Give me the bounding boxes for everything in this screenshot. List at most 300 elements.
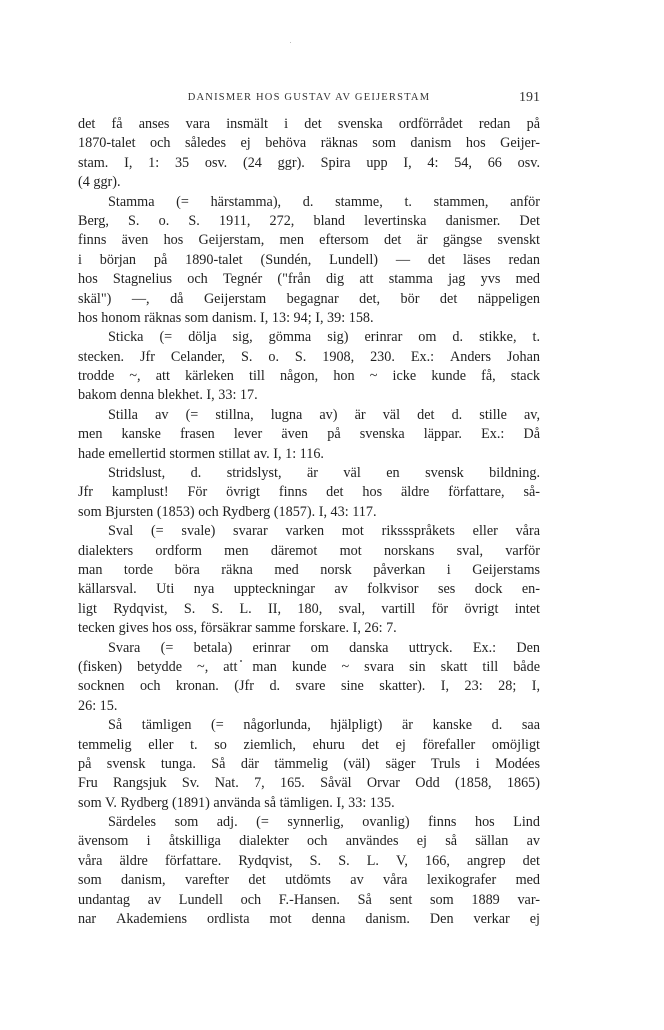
word: denna xyxy=(311,911,346,928)
text-line xyxy=(78,658,540,677)
word: S. xyxy=(183,600,196,617)
word: förefaller xyxy=(422,736,476,753)
word: betala) xyxy=(193,639,233,656)
word: Anders xyxy=(449,348,491,365)
word: mot xyxy=(339,542,362,559)
word: danism. xyxy=(365,911,410,928)
word: nya xyxy=(193,581,215,598)
word: sent xyxy=(389,891,413,908)
word: i xyxy=(446,561,451,578)
word: utdömts xyxy=(285,872,331,889)
word: och xyxy=(187,271,208,288)
word: II, xyxy=(268,600,282,617)
word: på xyxy=(78,755,92,772)
word: varför xyxy=(505,542,540,559)
word: erinrar xyxy=(364,329,403,346)
word: danska xyxy=(349,639,389,656)
word: norskans xyxy=(383,542,435,559)
word: stamme, xyxy=(335,193,383,210)
word: påverkan xyxy=(373,561,426,578)
word: bildning. xyxy=(489,465,540,482)
word: så xyxy=(445,833,458,850)
word: Den xyxy=(516,639,540,656)
word: det xyxy=(248,872,266,889)
word: Det xyxy=(519,212,540,229)
word: d. xyxy=(269,678,281,695)
word: temmelig xyxy=(78,736,132,753)
text-line xyxy=(78,600,540,619)
word: att xyxy=(155,368,170,385)
word: Johan xyxy=(506,348,540,365)
word: ävensom xyxy=(78,833,129,850)
word: insmält xyxy=(226,116,268,132)
word: stack xyxy=(510,368,540,385)
word: på xyxy=(153,251,168,268)
word: på xyxy=(526,116,540,132)
word: (24 xyxy=(242,154,262,171)
word: d. xyxy=(491,717,503,734)
word: Lundell xyxy=(178,891,223,908)
word: Geijerstam xyxy=(203,290,267,307)
word: (= xyxy=(185,406,199,423)
word: d. xyxy=(302,193,314,210)
text-line xyxy=(78,290,540,309)
word: Akademiens xyxy=(116,911,188,928)
word: eller xyxy=(148,736,174,753)
word: Lundell) xyxy=(329,251,379,268)
word: Stagnelius xyxy=(112,271,173,288)
text-line xyxy=(78,134,540,153)
word: dialekter xyxy=(239,833,289,850)
word: F.-Hansen. xyxy=(278,891,340,908)
word: S. xyxy=(309,852,322,869)
word: dialekters xyxy=(78,542,134,559)
word: varefter xyxy=(184,872,230,889)
word: d. xyxy=(451,406,463,423)
word: väl xyxy=(382,406,401,423)
word: författare, xyxy=(448,484,505,501)
word: är xyxy=(416,232,428,249)
word: ses xyxy=(437,581,456,598)
word: att xyxy=(359,271,374,288)
word: redan xyxy=(478,116,511,132)
stray-mark xyxy=(240,660,242,662)
word: danism, xyxy=(121,872,166,889)
text-line xyxy=(78,561,540,580)
word: varken xyxy=(285,523,325,540)
word: få, xyxy=(481,368,496,385)
text-line xyxy=(78,639,540,658)
word: räkna xyxy=(221,561,253,578)
text-line xyxy=(78,832,540,851)
word: som xyxy=(430,891,454,908)
text-line xyxy=(78,736,540,755)
word: undantag xyxy=(78,891,131,908)
word: Spira xyxy=(320,154,351,171)
word: 4: xyxy=(427,154,439,171)
word: och xyxy=(150,135,171,152)
word: svale) xyxy=(181,523,216,540)
text-line xyxy=(78,193,540,212)
page-number: 191 xyxy=(519,90,540,105)
word: Såväl xyxy=(320,775,352,792)
word: danismer. xyxy=(445,212,501,229)
word: L. xyxy=(239,600,252,617)
word: så- xyxy=(523,484,540,501)
word: för xyxy=(431,600,449,617)
word: V, xyxy=(396,852,408,869)
word: på xyxy=(327,426,341,443)
word: stecken. xyxy=(78,348,125,365)
word: och xyxy=(240,891,262,908)
word: (= xyxy=(211,717,224,734)
word: hjälpligt) xyxy=(330,717,383,734)
word: jag xyxy=(448,271,466,288)
word: räknas xyxy=(320,135,358,152)
word: 35 xyxy=(174,154,190,171)
word: verkar xyxy=(473,911,510,928)
word: bör xyxy=(400,290,420,307)
word: Nat. xyxy=(214,775,239,792)
word: t. xyxy=(190,736,198,753)
text-line xyxy=(78,677,540,696)
word: däremot xyxy=(270,542,318,559)
word: svenska xyxy=(359,426,405,443)
word: stam. xyxy=(78,154,109,171)
word: stammen, xyxy=(433,193,489,210)
word: ggr). xyxy=(277,154,305,171)
word: För xyxy=(187,484,208,501)
word: äldre xyxy=(119,852,148,869)
word: synnerlig, xyxy=(287,814,344,831)
word: man xyxy=(78,561,103,578)
word: S. xyxy=(188,212,200,229)
word: i xyxy=(475,755,480,772)
text-line: hos honom räknas som danism. I, 13: 94; I, 39: 158. xyxy=(78,309,374,326)
word: ovanlig) xyxy=(362,814,410,831)
word: Sval xyxy=(108,523,134,540)
word: 54, xyxy=(454,154,472,171)
word: betydde xyxy=(137,658,183,675)
word: danism xyxy=(410,135,452,152)
word: hos xyxy=(362,484,383,501)
word: ziemlich, xyxy=(243,736,296,753)
word: Fru xyxy=(78,775,98,792)
word: det xyxy=(384,232,402,249)
word: det xyxy=(439,290,458,307)
word: t. xyxy=(532,329,540,346)
word: socknen xyxy=(78,678,125,695)
word: svenska xyxy=(337,116,383,132)
word: S. xyxy=(338,852,350,869)
word: Modées xyxy=(495,755,540,772)
word: ("från xyxy=(277,271,311,288)
word: finns xyxy=(78,232,107,249)
word: lexikografer xyxy=(426,872,497,889)
text-line xyxy=(78,425,540,444)
word: Jfr xyxy=(140,348,155,365)
word: stille xyxy=(479,406,507,423)
word: skatt xyxy=(440,658,468,675)
text-line xyxy=(78,522,540,541)
text-line: som V. Rydberg (1891) använda så tämligen. I, 33: 135. xyxy=(78,794,395,811)
word: Tegnér xyxy=(222,271,263,288)
running-title: DANISMER HOS GUSTAV AV GEIJERSTAM xyxy=(187,92,431,103)
word: i xyxy=(146,833,151,850)
text-line xyxy=(78,212,540,231)
word: (= xyxy=(159,329,173,346)
word: 180, xyxy=(297,600,323,617)
word: författare. xyxy=(164,852,222,869)
word: åtskilliga xyxy=(168,833,221,850)
word: rikssspråkets xyxy=(381,523,455,540)
word: sällan xyxy=(475,833,509,850)
word: folkvisor xyxy=(367,581,419,598)
word: av xyxy=(147,891,162,908)
text-line xyxy=(78,406,540,425)
word: sig, xyxy=(232,329,253,346)
word: eller xyxy=(472,523,498,540)
word: det xyxy=(522,852,540,869)
word: finns xyxy=(428,814,457,831)
word: Sv. xyxy=(181,775,200,792)
word: 28; xyxy=(498,678,517,695)
word: stikke, xyxy=(479,329,517,346)
scan-speck xyxy=(290,42,291,43)
word: levertinska xyxy=(364,212,427,229)
text-line xyxy=(78,270,540,289)
word: kärleken xyxy=(185,368,234,385)
word: 272, xyxy=(269,212,295,229)
word: våra xyxy=(78,852,103,869)
page-header xyxy=(78,90,540,110)
text-line xyxy=(78,852,540,871)
word: (Jfr xyxy=(234,678,254,695)
word: Stilla xyxy=(108,406,138,423)
word: kronan. xyxy=(175,678,219,695)
word: S. xyxy=(128,212,140,229)
word: — xyxy=(395,251,411,268)
word: hos xyxy=(465,135,486,152)
word: tunga. xyxy=(160,755,196,772)
word: läses xyxy=(463,251,491,268)
text-line xyxy=(78,716,540,735)
word: Rydqvist, xyxy=(238,852,293,869)
word: 230. xyxy=(370,348,395,365)
word: både xyxy=(513,658,540,675)
word: o. xyxy=(158,212,170,229)
word: säger xyxy=(385,755,416,772)
word: är xyxy=(354,406,366,423)
word: våra xyxy=(383,872,408,889)
word: någon, xyxy=(279,368,319,385)
word: ordförrådet xyxy=(398,116,463,132)
word: svare xyxy=(295,678,326,695)
text-line xyxy=(78,328,540,347)
word: anses xyxy=(138,116,170,132)
word: det xyxy=(304,116,322,132)
word: men xyxy=(279,232,304,249)
word: (= xyxy=(176,193,189,210)
text-line xyxy=(78,774,540,793)
text-line xyxy=(78,755,540,774)
word: vartill xyxy=(381,600,416,617)
word: S. xyxy=(241,348,253,365)
word: intet xyxy=(514,600,540,617)
text-line xyxy=(78,483,540,502)
word: omöjligt xyxy=(491,736,540,753)
word: härstamma), xyxy=(210,193,282,210)
word: till xyxy=(249,368,265,385)
text-line: tecken gives hos oss, försäkrar samme forskare. I, 26: 7. xyxy=(78,620,397,637)
word: ~, xyxy=(129,368,141,385)
word: om xyxy=(310,639,329,656)
word: men xyxy=(78,426,103,443)
word: Rydqvist, xyxy=(113,600,168,617)
word: svensk xyxy=(425,465,464,482)
word: stridslyst, xyxy=(226,465,282,482)
text-line: bakom denna blekhet. I, 33: 17. xyxy=(78,387,258,404)
word: hon xyxy=(333,368,355,385)
text-line xyxy=(78,154,540,173)
text-line xyxy=(78,251,540,270)
word: saa xyxy=(521,717,540,734)
word: Stamma xyxy=(108,193,155,210)
word: ej xyxy=(416,833,427,850)
word: yvs xyxy=(480,271,501,288)
word: nar xyxy=(78,911,97,928)
word: lever xyxy=(233,426,263,443)
word: mot xyxy=(341,523,364,540)
word: ej xyxy=(529,911,540,928)
word: det xyxy=(417,406,435,423)
word: d. xyxy=(452,329,464,346)
word: Odd xyxy=(415,775,440,792)
text-line xyxy=(78,813,540,832)
word: och xyxy=(139,678,161,695)
word: kunde xyxy=(291,658,327,675)
word: ~, xyxy=(197,658,209,675)
word: anför xyxy=(510,193,540,210)
word: stillna, xyxy=(215,406,254,423)
word: av xyxy=(350,872,364,889)
body-text xyxy=(78,115,540,929)
word: 66 xyxy=(487,154,502,171)
word: sval, xyxy=(456,542,484,559)
word: erinrar xyxy=(252,639,291,656)
word: dig xyxy=(325,271,345,288)
word: även xyxy=(281,426,309,443)
word: sval, xyxy=(338,600,365,617)
word: Geijerstam, xyxy=(198,232,265,249)
word: således xyxy=(185,135,226,152)
word: tämligen xyxy=(141,717,192,734)
word: t. xyxy=(404,193,412,210)
word: L. xyxy=(366,852,379,869)
word: ligt xyxy=(78,600,97,617)
word: hos xyxy=(474,814,495,831)
word: ~ xyxy=(369,368,378,385)
word: våra xyxy=(515,523,540,540)
word: man xyxy=(252,658,277,675)
word: Särdeles xyxy=(108,814,157,831)
word: Jfr xyxy=(78,484,93,501)
word: det, xyxy=(359,290,381,307)
word: Orvar xyxy=(366,775,400,792)
word: vara xyxy=(185,116,211,132)
word: användes xyxy=(345,833,399,850)
word: 1908, xyxy=(322,348,355,365)
word: icke xyxy=(392,368,417,385)
word: (Sundén, xyxy=(260,251,312,268)
word: Berg, xyxy=(78,212,109,229)
word: skäl") xyxy=(78,290,112,307)
word: Då xyxy=(523,426,540,443)
word: av, xyxy=(523,406,540,423)
word: kanske xyxy=(432,717,473,734)
word: angrep xyxy=(466,852,506,869)
word: svarar xyxy=(233,523,268,540)
word: mot xyxy=(269,911,292,928)
word: svensk xyxy=(106,755,146,772)
text-line: (4 ggr). xyxy=(78,174,121,191)
word: (1858, xyxy=(454,775,492,792)
word: Svara xyxy=(108,639,141,656)
word: 1: xyxy=(148,154,160,171)
word: svara xyxy=(364,658,395,675)
word: av xyxy=(155,406,169,423)
word: källarsval. xyxy=(78,581,137,598)
word: (= xyxy=(160,639,174,656)
word: d. xyxy=(190,465,202,482)
word: och xyxy=(306,833,328,850)
word: Sticka xyxy=(108,329,144,346)
word: (= xyxy=(150,523,164,540)
word: av) xyxy=(319,406,338,423)
word: dölja xyxy=(188,329,217,346)
text-line xyxy=(78,891,540,910)
word: kanske xyxy=(121,426,161,443)
word: (fisken) xyxy=(78,658,123,675)
word: äldre xyxy=(400,484,430,501)
text-line xyxy=(78,910,540,929)
word: i xyxy=(284,116,289,132)
word: Så xyxy=(357,891,372,908)
word: hos xyxy=(163,232,184,249)
word: Ex.: xyxy=(481,426,505,443)
word: som xyxy=(78,872,102,889)
word: men xyxy=(224,542,249,559)
word: skatter). xyxy=(379,678,426,695)
word: som xyxy=(174,814,199,831)
word: även xyxy=(121,232,149,249)
word: ordform xyxy=(155,542,202,559)
word: få xyxy=(111,116,123,132)
word: om xyxy=(418,329,437,346)
word: trodde xyxy=(78,368,115,385)
word: eftersom xyxy=(319,232,369,249)
word: med xyxy=(274,561,299,578)
word: Celander, xyxy=(170,348,226,365)
word: 165. xyxy=(279,775,305,792)
text-line xyxy=(78,464,540,483)
text-line: 26: 15. xyxy=(78,697,118,714)
word: 1911, xyxy=(218,212,251,229)
word: en xyxy=(386,465,400,482)
word: (väl) xyxy=(343,755,371,772)
word: lugna xyxy=(270,406,303,423)
word: Truls xyxy=(430,755,461,772)
